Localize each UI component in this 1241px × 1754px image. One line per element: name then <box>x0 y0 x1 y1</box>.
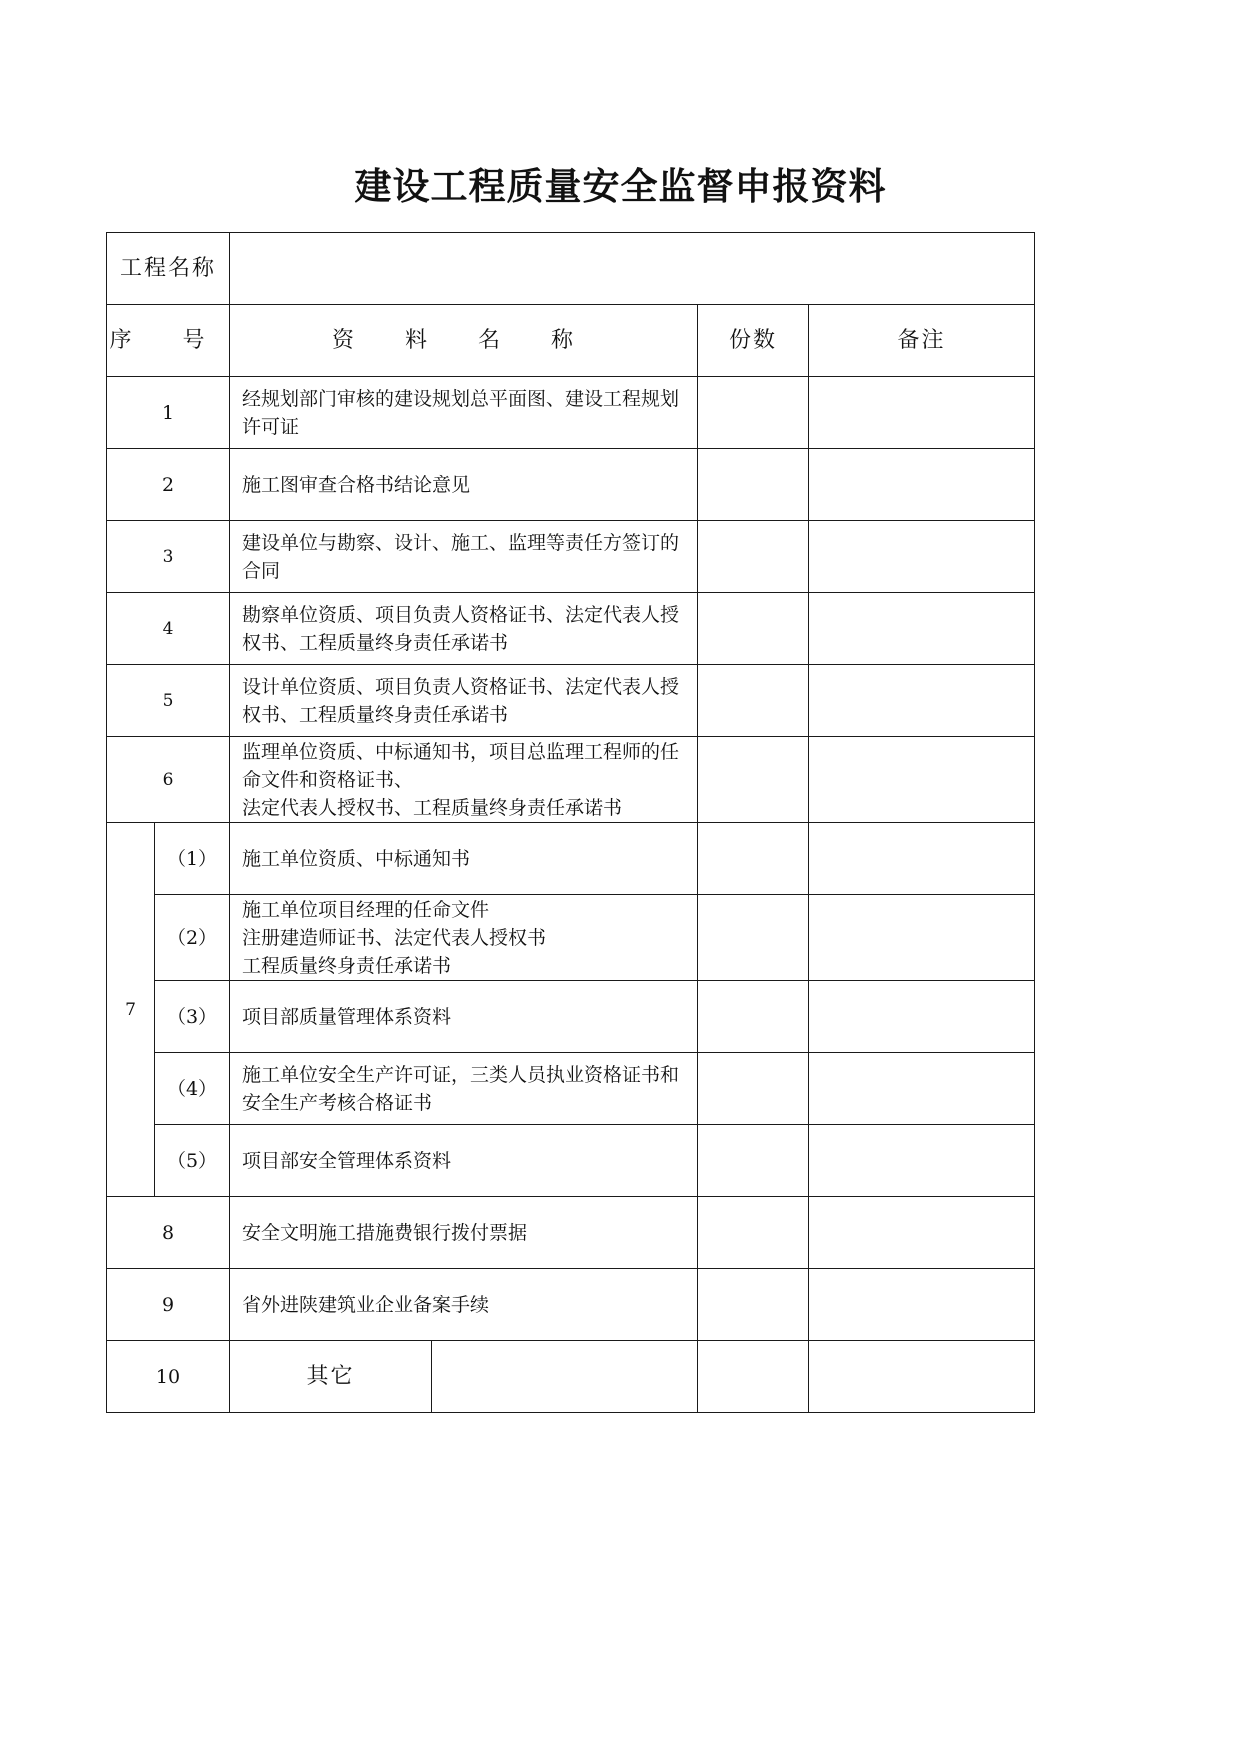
header-remarks: 备注 <box>809 305 1035 377</box>
row-copies-cell[interactable] <box>698 521 809 593</box>
row-copies-cell[interactable] <box>698 449 809 521</box>
row-material-name: 项目部质量管理体系资料 <box>230 981 698 1053</box>
row-remarks-cell[interactable] <box>809 1053 1035 1125</box>
group7-seq: 7 <box>107 823 155 1197</box>
row-copies-cell[interactable] <box>698 895 809 981</box>
row-remarks-cell[interactable] <box>809 449 1035 521</box>
row-seq: 5 <box>107 665 230 737</box>
header-material-name: 资 料 名 称 <box>230 305 698 377</box>
row-seq: 9 <box>107 1269 230 1341</box>
row-copies-cell[interactable] <box>698 1197 809 1269</box>
row-material-name: 施工单位安全生产许可证，三类人员执业资格证书和安全生产考核合格证书 <box>230 1053 698 1125</box>
row-material-name: 勘察单位资质、项目负责人资格证书、法定代表人授权书、工程质量终身责任承诺书 <box>230 593 698 665</box>
sub-seq: （3） <box>155 981 230 1053</box>
row-remarks-cell[interactable] <box>809 1125 1035 1197</box>
row-seq: 6 <box>107 737 230 823</box>
row-remarks-cell[interactable] <box>809 737 1035 823</box>
row-remarks-cell[interactable] <box>809 823 1035 895</box>
table-row <box>107 449 1035 521</box>
row-seq: 8 <box>107 1197 230 1269</box>
table-row <box>107 737 1035 823</box>
other-label: 其它 <box>230 1341 432 1413</box>
row-copies-cell[interactable] <box>698 1269 809 1341</box>
row-copies-cell[interactable] <box>698 823 809 895</box>
sub-seq: （2） <box>155 895 230 981</box>
row-remarks-cell[interactable] <box>809 1269 1035 1341</box>
table-row <box>107 895 1035 981</box>
row-copies-cell[interactable] <box>698 1341 809 1413</box>
table-row <box>107 981 1035 1053</box>
row-seq: 10 <box>107 1341 230 1413</box>
row-copies-cell[interactable] <box>698 665 809 737</box>
row-seq: 2 <box>107 449 230 521</box>
row-copies-cell[interactable] <box>698 377 809 449</box>
page-title: 建设工程质量安全监督申报资料 <box>354 165 887 208</box>
project-name-row <box>107 233 1035 305</box>
row-material-name: 监理单位资质、中标通知书，项目总监理工程师的任命文件和资格证书、 法定代表人授权书、工程质量终身责任承诺书 <box>230 737 698 823</box>
header-row <box>107 305 1035 377</box>
table-row <box>107 593 1035 665</box>
row-remarks-cell[interactable] <box>809 1197 1035 1269</box>
sub-seq: （4） <box>155 1053 230 1125</box>
row-seq: 1 <box>107 377 230 449</box>
row-material-name: 设计单位资质、项目负责人资格证书、法定代表人授权书、工程质量终身责任承诺书 <box>230 665 698 737</box>
row-remarks-cell[interactable] <box>809 981 1035 1053</box>
sub-seq: （1） <box>155 823 230 895</box>
table-row <box>107 1197 1035 1269</box>
other-row <box>107 1341 1035 1413</box>
table-row <box>107 823 1035 895</box>
row-material-name: 安全文明施工措施费银行拨付票据 <box>230 1197 698 1269</box>
row-copies-cell[interactable] <box>698 737 809 823</box>
row-remarks-cell[interactable] <box>809 521 1035 593</box>
table-row <box>107 665 1035 737</box>
sub-seq: （5） <box>155 1125 230 1197</box>
row-remarks-cell[interactable] <box>809 895 1035 981</box>
row-copies-cell[interactable] <box>698 1053 809 1125</box>
table-row <box>107 377 1035 449</box>
row-material-name: 施工单位资质、中标通知书 <box>230 823 698 895</box>
row-material-name: 施工图审查合格书结论意见 <box>230 449 698 521</box>
project-name-label: 工程名称 <box>107 233 230 305</box>
row-material-name: 建设单位与勘察、设计、施工、监理等责任方签订的合同 <box>230 521 698 593</box>
table-row <box>107 1125 1035 1197</box>
table-row <box>107 1269 1035 1341</box>
table-row <box>107 1053 1035 1125</box>
row-copies-cell[interactable] <box>698 593 809 665</box>
row-remarks-cell[interactable] <box>809 1341 1035 1413</box>
other-value-field[interactable] <box>432 1341 698 1413</box>
header-seq: 序 号 <box>107 305 230 377</box>
row-remarks-cell[interactable] <box>809 377 1035 449</box>
row-remarks-cell[interactable] <box>809 665 1035 737</box>
header-copies: 份数 <box>698 305 809 377</box>
row-material-name: 省外进陕建筑业企业备案手续 <box>230 1269 698 1341</box>
row-seq: 4 <box>107 593 230 665</box>
table-row <box>107 521 1035 593</box>
submission-form-table <box>106 232 1035 1413</box>
row-material-name: 项目部安全管理体系资料 <box>230 1125 698 1197</box>
project-name-field[interactable] <box>230 233 1035 305</box>
row-seq: 3 <box>107 521 230 593</box>
row-copies-cell[interactable] <box>698 1125 809 1197</box>
row-remarks-cell[interactable] <box>809 593 1035 665</box>
row-material-name: 经规划部门审核的建设规划总平面图、建设工程规划许可证 <box>230 377 698 449</box>
row-material-name: 施工单位项目经理的任命文件 注册建造师证书、法定代表人授权书 工程质量终身责任承诺书 <box>230 895 698 981</box>
row-copies-cell[interactable] <box>698 981 809 1053</box>
